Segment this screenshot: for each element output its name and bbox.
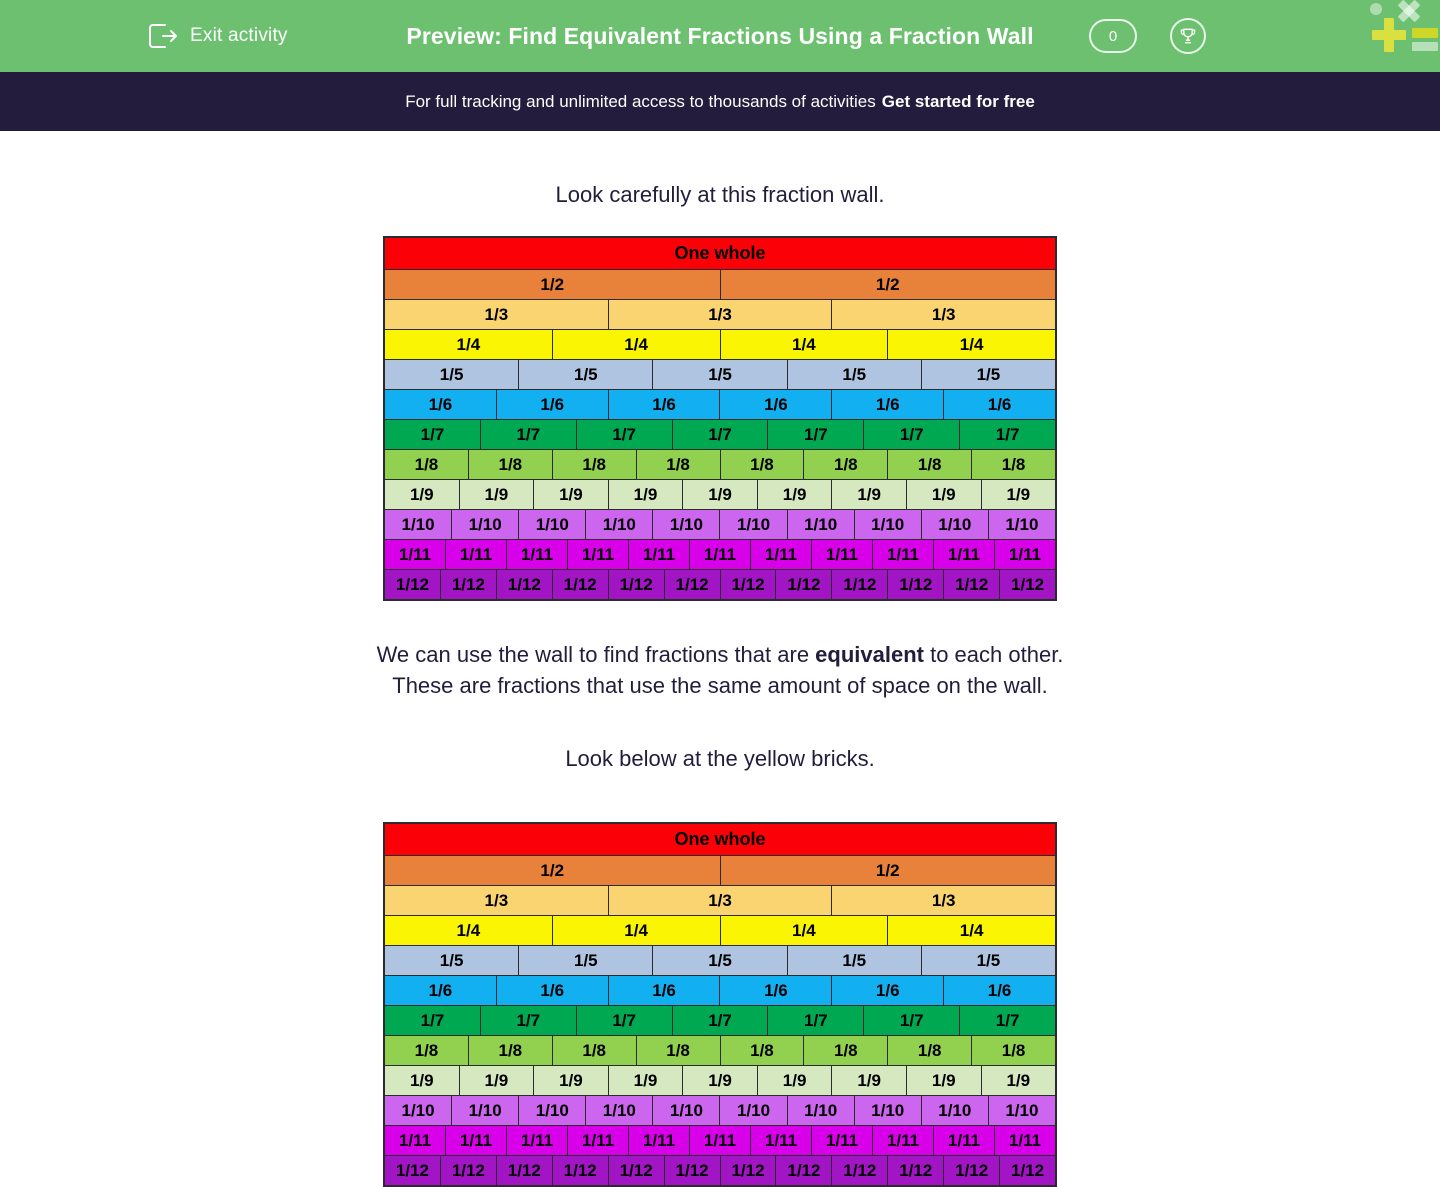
activity-content (0, 179, 1440, 1180)
fraction-brick: 1/12 (720, 570, 776, 599)
fraction-brick: 1/6 (943, 976, 1055, 1005)
fraction-brick: 1/9 (385, 480, 459, 509)
fraction-brick: 1/6 (496, 976, 608, 1005)
fraction-brick: 1/9 (981, 1066, 1056, 1095)
fraction-row-1-9 (385, 479, 1055, 509)
fraction-brick: 1/11 (506, 540, 567, 569)
decor-multiply-icon (1396, 0, 1422, 22)
fraction-wall-bottom (383, 822, 1057, 1187)
score-value: 0 (1108, 27, 1118, 45)
decor-plus-icon (1372, 18, 1406, 52)
fraction-brick: 1/6 (943, 390, 1055, 419)
fraction-brick: 1/2 (720, 856, 1056, 885)
fraction-brick: 1/11 (445, 540, 506, 569)
fraction-brick: 1/4 (887, 916, 1055, 945)
fraction-brick: 1/11 (628, 540, 689, 569)
fraction-row-1-12 (385, 569, 1055, 599)
fraction-brick: 1/6 (831, 390, 943, 419)
fraction-brick: 1/11 (628, 1126, 689, 1155)
fraction-brick: 1/11 (994, 540, 1055, 569)
fraction-row-1-9 (385, 1065, 1055, 1095)
fraction-brick: One whole (385, 238, 1055, 269)
fraction-brick: 1/11 (385, 1126, 445, 1155)
fraction-brick: 1/6 (385, 976, 496, 1005)
fraction-brick: 1/4 (552, 916, 720, 945)
fraction-brick: 1/9 (981, 480, 1056, 509)
fraction-brick: 1/7 (767, 420, 863, 449)
fraction-brick: 1/3 (385, 300, 608, 329)
fraction-brick: 1/11 (567, 540, 628, 569)
fraction-brick: 1/6 (719, 390, 831, 419)
fraction-brick: 1/7 (672, 420, 768, 449)
exit-activity-label: Exit activity (190, 25, 288, 46)
fraction-brick: 1/10 (585, 1096, 652, 1125)
fraction-brick: 1/8 (552, 1036, 636, 1065)
fraction-brick: 1/11 (933, 1126, 994, 1155)
fraction-brick: 1/12 (552, 570, 608, 599)
fraction-brick: 1/8 (720, 450, 804, 479)
fraction-brick: 1/10 (921, 1096, 988, 1125)
fraction-wall-top (383, 236, 1057, 601)
fraction-row-1-8 (385, 449, 1055, 479)
promo-text: For full tracking and unlimited access to thousands of activities (405, 91, 876, 111)
fraction-brick: 1/5 (787, 360, 921, 389)
fraction-brick: 1/12 (440, 1156, 496, 1185)
fraction-brick: 1/10 (854, 1096, 921, 1125)
fraction-brick: 1/12 (999, 570, 1055, 599)
fraction-brick: 1/7 (959, 420, 1055, 449)
fraction-brick: 1/3 (831, 300, 1055, 329)
fraction-brick: 1/12 (943, 570, 999, 599)
fraction-brick: 1/5 (787, 946, 921, 975)
fraction-brick: 1/5 (921, 360, 1055, 389)
fraction-brick: 1/9 (757, 1066, 832, 1095)
fraction-brick: 1/3 (608, 886, 832, 915)
fraction-brick: 1/12 (608, 570, 664, 599)
fraction-brick: 1/11 (872, 540, 933, 569)
decor-equals-bar-bottom-icon (1412, 42, 1438, 51)
fraction-brick: 1/6 (719, 976, 831, 1005)
fraction-brick: 1/7 (767, 1006, 863, 1035)
fraction-brick: 1/12 (943, 1156, 999, 1185)
fraction-brick: One whole (385, 824, 1055, 855)
fraction-brick: 1/9 (682, 480, 757, 509)
fraction-brick: 1/3 (385, 886, 608, 915)
fraction-brick: 1/9 (533, 1066, 608, 1095)
fraction-brick: 1/8 (971, 1036, 1055, 1065)
explanation-text-after: to each other. (923, 642, 1064, 667)
fraction-brick: 1/7 (385, 420, 480, 449)
fraction-brick: 1/9 (831, 480, 906, 509)
fraction-brick: 1/4 (887, 330, 1055, 359)
fraction-brick: 1/10 (854, 510, 921, 539)
fraction-brick: 1/8 (720, 1036, 804, 1065)
fraction-brick: 1/11 (811, 540, 872, 569)
fraction-brick: 1/12 (552, 1156, 608, 1185)
fraction-brick: 1/12 (440, 570, 496, 599)
exit-activity-button[interactable] (148, 0, 288, 72)
fraction-brick: 1/10 (787, 1096, 854, 1125)
fraction-brick: 1/9 (682, 1066, 757, 1095)
fraction-brick: 1/9 (459, 1066, 534, 1095)
fraction-row-1-7 (385, 1005, 1055, 1035)
fraction-brick: 1/10 (451, 510, 518, 539)
fraction-brick: 1/8 (385, 1036, 468, 1065)
fraction-brick: 1/9 (757, 480, 832, 509)
fraction-brick: 1/11 (506, 1126, 567, 1155)
fraction-row-one-whole (385, 238, 1055, 269)
fraction-brick: 1/5 (518, 946, 652, 975)
fraction-brick: 1/6 (831, 976, 943, 1005)
fraction-brick: 1/4 (385, 916, 552, 945)
fraction-brick: 1/12 (664, 570, 720, 599)
fraction-brick: 1/12 (385, 570, 440, 599)
fraction-brick: 1/8 (887, 1036, 971, 1065)
fraction-row-1-8 (385, 1035, 1055, 1065)
fraction-brick: 1/12 (831, 570, 887, 599)
explanation-paragraph (0, 639, 1440, 701)
fraction-brick: 1/12 (775, 1156, 831, 1185)
fraction-brick: 1/8 (552, 450, 636, 479)
fraction-brick: 1/11 (994, 1126, 1055, 1155)
fraction-row-1-11 (385, 1125, 1055, 1155)
fraction-brick: 1/11 (750, 540, 811, 569)
fraction-brick: 1/7 (480, 420, 576, 449)
fraction-brick: 1/12 (496, 1156, 552, 1185)
page-title: Preview: Find Equivalent Fractions Using a Fraction Wall (406, 22, 1034, 49)
fraction-brick: 1/11 (567, 1126, 628, 1155)
fraction-brick: 1/11 (750, 1126, 811, 1155)
fraction-brick: 1/12 (385, 1156, 440, 1185)
fraction-row-1-5 (385, 359, 1055, 389)
fraction-row-1-4 (385, 329, 1055, 359)
get-started-link[interactable]: Get started for free (881, 91, 1035, 111)
instruction-heading-1: Look carefully at this fraction wall. (555, 182, 885, 207)
fraction-brick: 1/10 (518, 1096, 585, 1125)
fraction-brick: 1/2 (385, 270, 720, 299)
explanation-text-bold: equivalent (815, 642, 924, 667)
fraction-row-1-4 (385, 915, 1055, 945)
fraction-brick: 1/4 (720, 330, 888, 359)
fraction-brick: 1/7 (576, 1006, 672, 1035)
instruction-heading-2: Look below at the yellow bricks. (565, 746, 875, 771)
fraction-brick: 1/8 (887, 450, 971, 479)
fraction-brick: 1/7 (959, 1006, 1055, 1035)
fraction-brick: 1/11 (445, 1126, 506, 1155)
fraction-brick: 1/9 (459, 480, 534, 509)
fraction-brick: 1/11 (933, 540, 994, 569)
fraction-brick: 1/6 (385, 390, 496, 419)
fraction-brick: 1/11 (811, 1126, 872, 1155)
fraction-brick: 1/8 (971, 450, 1055, 479)
fraction-row-1-3 (385, 299, 1055, 329)
fraction-brick: 1/10 (921, 510, 988, 539)
fraction-brick: 1/5 (385, 360, 518, 389)
fraction-brick: 1/12 (887, 1156, 943, 1185)
fraction-brick: 1/12 (664, 1156, 720, 1185)
fraction-brick: 1/5 (652, 360, 786, 389)
fraction-brick: 1/2 (385, 856, 720, 885)
fraction-row-1-12 (385, 1155, 1055, 1185)
decor-equals-bar-top-icon (1412, 28, 1438, 38)
fraction-brick: 1/8 (636, 450, 720, 479)
fraction-brick: 1/9 (385, 1066, 459, 1095)
explanation-text-before: We can use the wall to find fractions that are (376, 642, 816, 667)
fraction-brick: 1/7 (863, 420, 959, 449)
fraction-brick: 1/7 (863, 1006, 959, 1035)
fraction-brick: 1/12 (887, 570, 943, 599)
fraction-brick: 1/6 (608, 976, 720, 1005)
fraction-brick: 1/11 (689, 1126, 750, 1155)
trophy-button[interactable] (1170, 18, 1206, 54)
fraction-brick: 1/9 (608, 1066, 683, 1095)
fraction-brick: 1/8 (468, 450, 552, 479)
fraction-brick: 1/11 (872, 1126, 933, 1155)
fraction-brick: 1/9 (906, 480, 981, 509)
fraction-brick: 1/7 (480, 1006, 576, 1035)
fraction-brick: 1/11 (385, 540, 445, 569)
fraction-brick: 1/7 (672, 1006, 768, 1035)
fraction-brick: 1/10 (385, 1096, 451, 1125)
fraction-brick: 1/9 (533, 480, 608, 509)
fraction-brick: 1/2 (720, 270, 1056, 299)
fraction-brick: 1/10 (385, 510, 451, 539)
fraction-brick: 1/10 (451, 1096, 518, 1125)
fraction-brick: 1/6 (608, 390, 720, 419)
fraction-brick: 1/3 (608, 300, 832, 329)
fraction-brick: 1/4 (385, 330, 552, 359)
fraction-brick: 1/5 (652, 946, 786, 975)
fraction-brick: 1/7 (385, 1006, 480, 1035)
fraction-brick: 1/10 (787, 510, 854, 539)
fraction-row-1-6 (385, 389, 1055, 419)
fraction-brick: 1/5 (518, 360, 652, 389)
fraction-row-1-6 (385, 975, 1055, 1005)
fraction-row-1-7 (385, 419, 1055, 449)
decorative-math-symbols (1360, 0, 1440, 60)
fraction-brick: 1/10 (585, 510, 652, 539)
fraction-brick: 1/7 (576, 420, 672, 449)
fraction-row-1-2 (385, 269, 1055, 299)
fraction-row-1-3 (385, 885, 1055, 915)
fraction-brick: 1/8 (385, 450, 468, 479)
fraction-brick: 1/6 (496, 390, 608, 419)
fraction-brick: 1/10 (988, 510, 1055, 539)
explanation-line-2: These are fractions that use the same amount of space on the wall. (392, 673, 1048, 698)
fraction-brick: 1/9 (608, 480, 683, 509)
fraction-brick: 1/5 (385, 946, 518, 975)
fraction-row-1-2 (385, 855, 1055, 885)
promo-banner (0, 72, 1440, 131)
fraction-brick: 1/12 (608, 1156, 664, 1185)
fraction-row-1-10 (385, 1095, 1055, 1125)
fraction-brick: 1/12 (831, 1156, 887, 1185)
fraction-brick: 1/5 (921, 946, 1055, 975)
fraction-brick: 1/8 (803, 450, 887, 479)
fraction-row-1-11 (385, 539, 1055, 569)
fraction-brick: 1/11 (689, 540, 750, 569)
fraction-brick: 1/8 (803, 1036, 887, 1065)
activity-header (0, 0, 1440, 72)
fraction-brick: 1/12 (775, 570, 831, 599)
fraction-brick: 1/4 (552, 330, 720, 359)
fraction-row-one-whole (385, 824, 1055, 855)
fraction-brick: 1/10 (719, 510, 786, 539)
fraction-brick: 1/3 (831, 886, 1055, 915)
fraction-brick: 1/9 (831, 1066, 906, 1095)
fraction-brick: 1/8 (468, 1036, 552, 1065)
score-badge[interactable] (1089, 19, 1137, 53)
fraction-brick: 1/10 (988, 1096, 1055, 1125)
trophy-icon (1178, 26, 1198, 46)
fraction-row-1-10 (385, 509, 1055, 539)
fraction-brick: 1/12 (496, 570, 552, 599)
fraction-row-1-5 (385, 945, 1055, 975)
fraction-brick: 1/12 (720, 1156, 776, 1185)
decor-dot-icon (1370, 3, 1382, 15)
fraction-brick: 1/10 (652, 510, 719, 539)
fraction-brick: 1/10 (652, 1096, 719, 1125)
fraction-brick: 1/4 (720, 916, 888, 945)
exit-door-arrow-icon (148, 23, 178, 49)
fraction-brick: 1/12 (999, 1156, 1055, 1185)
fraction-brick: 1/10 (719, 1096, 786, 1125)
fraction-brick: 1/8 (636, 1036, 720, 1065)
fraction-brick: 1/9 (906, 1066, 981, 1095)
fraction-brick: 1/10 (518, 510, 585, 539)
